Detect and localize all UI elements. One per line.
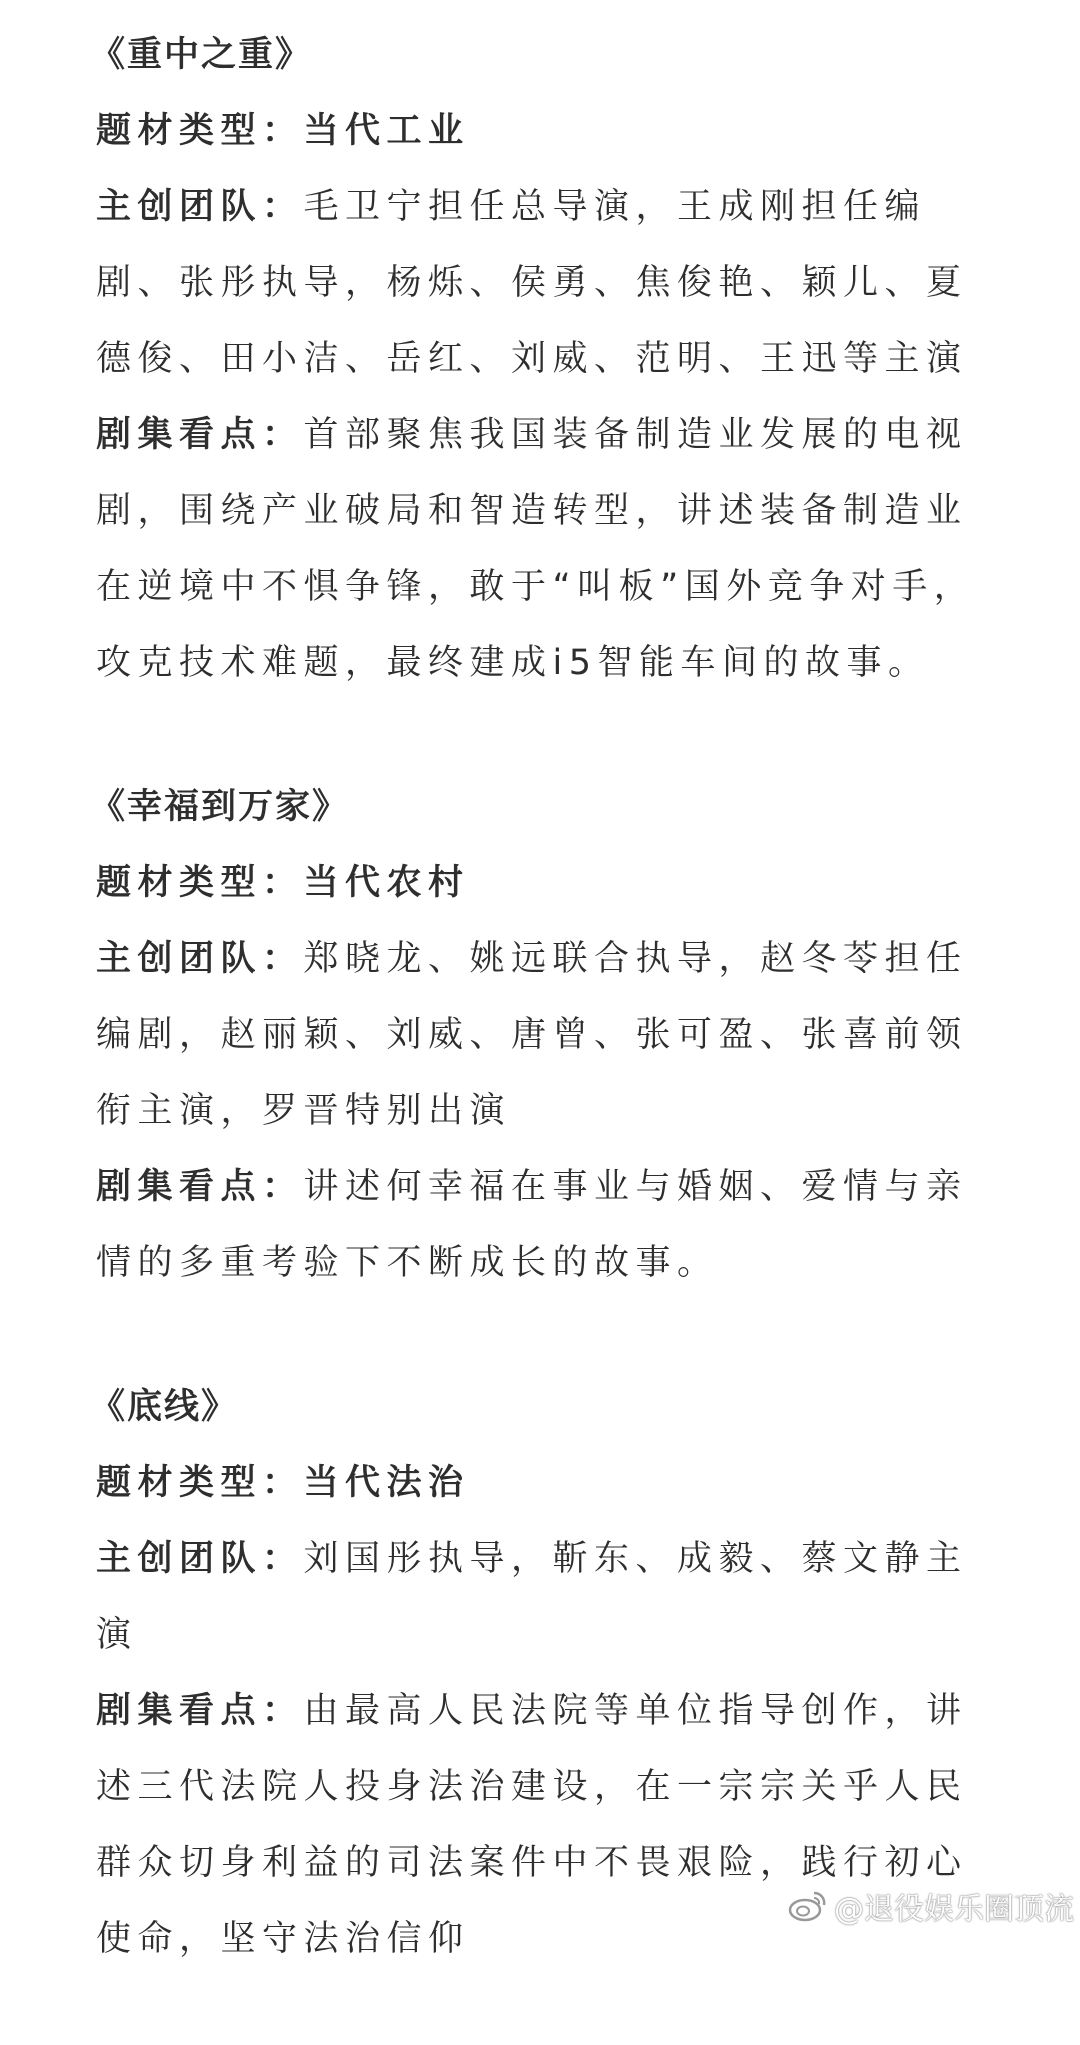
highlight-text: 使命，坚守法治信仰 bbox=[96, 1919, 470, 1959]
team-text: 编剧，赵丽颖、刘威、唐曾、张可盈、张喜前领 bbox=[96, 1015, 968, 1055]
drama-section bbox=[90, 769, 996, 1301]
team-line bbox=[96, 921, 996, 997]
highlight-text: 首部聚焦我国装备制造业发展的电视 bbox=[303, 415, 968, 455]
weibo-logo-icon bbox=[788, 1889, 828, 1923]
highlight-line bbox=[96, 473, 996, 549]
genre-line bbox=[96, 1445, 996, 1521]
team-text: 郑晓龙、姚远联合执导，赵冬苓担任 bbox=[303, 939, 968, 979]
team-line bbox=[96, 1521, 996, 1597]
highlight-text: 群众切身利益的司法案件中不畏艰险，践行初心 bbox=[96, 1843, 968, 1883]
genre-value: 当代农村 bbox=[303, 863, 470, 903]
drama-title: 《重中之重》 bbox=[90, 35, 313, 75]
highlight-line bbox=[96, 625, 996, 701]
team-text: 剧、张彤执导，杨烁、侯勇、焦俊艳、颖儿、夏 bbox=[96, 263, 968, 303]
watermark-text: @退役娱乐圈顶流 bbox=[834, 1892, 1074, 1927]
highlight-line bbox=[96, 1673, 996, 1749]
genre-value: 当代法治 bbox=[303, 1463, 470, 1503]
team-line bbox=[96, 1073, 996, 1149]
team-label: 主创团队： bbox=[96, 1539, 304, 1579]
highlight-line bbox=[96, 1749, 996, 1825]
drama-section bbox=[90, 17, 996, 701]
highlight-line bbox=[96, 549, 996, 625]
highlight-text: 由最高人民法院等单位指导创作，讲 bbox=[303, 1691, 968, 1731]
team-line bbox=[96, 997, 996, 1073]
team-line bbox=[96, 245, 996, 321]
highlight-label: 剧集看点： bbox=[96, 1691, 304, 1731]
watermark bbox=[788, 1884, 1074, 1928]
team-label: 主创团队： bbox=[96, 939, 304, 979]
genre-line bbox=[96, 93, 996, 169]
highlight-line bbox=[96, 1225, 996, 1301]
genre-line bbox=[96, 845, 996, 921]
highlight-label: 剧集看点： bbox=[96, 1167, 304, 1207]
highlight-text: 剧，围绕产业破局和智造转型，讲述装备制造业 bbox=[96, 491, 968, 531]
team-text: 衔主演，罗晋特别出演 bbox=[96, 1091, 512, 1131]
genre-label: 题材类型： bbox=[96, 863, 304, 903]
highlight-text: 在逆境中不惧争锋，敢于“叫板”国外竞争对手， bbox=[96, 567, 976, 607]
article-body bbox=[90, 17, 996, 2045]
genre-value: 当代工业 bbox=[303, 111, 470, 151]
team-line bbox=[96, 1597, 996, 1673]
team-label: 主创团队： bbox=[96, 187, 304, 227]
genre-label: 题材类型： bbox=[96, 111, 304, 151]
highlight-text: 攻克技术难题，最终建成i5智能车间的故事。 bbox=[96, 643, 930, 683]
team-text: 德俊、田小洁、岳红、刘威、范明、王迅等主演 bbox=[96, 339, 968, 379]
drama-title: 《幸福到万家》 bbox=[90, 787, 350, 827]
highlight-line bbox=[96, 397, 996, 473]
team-line bbox=[96, 169, 996, 245]
highlight-text: 情的多重考验下不断成长的故事。 bbox=[96, 1243, 719, 1283]
highlight-label: 剧集看点： bbox=[96, 415, 304, 455]
team-text: 毛卫宁担任总导演，王成刚担任编 bbox=[303, 187, 927, 227]
team-text: 刘国彤执导，靳东、成毅、蔡文静主 bbox=[303, 1539, 968, 1579]
team-line bbox=[96, 321, 996, 397]
team-text: 演 bbox=[96, 1615, 138, 1655]
drama-title: 《底线》 bbox=[90, 1387, 239, 1427]
highlight-text: 讲述何幸福在事业与婚姻、爱情与亲 bbox=[303, 1167, 968, 1207]
highlight-line bbox=[96, 1149, 996, 1225]
genre-label: 题材类型： bbox=[96, 1463, 304, 1503]
highlight-text: 述三代法院人投身法治建设，在一宗宗关乎人民 bbox=[96, 1767, 968, 1807]
